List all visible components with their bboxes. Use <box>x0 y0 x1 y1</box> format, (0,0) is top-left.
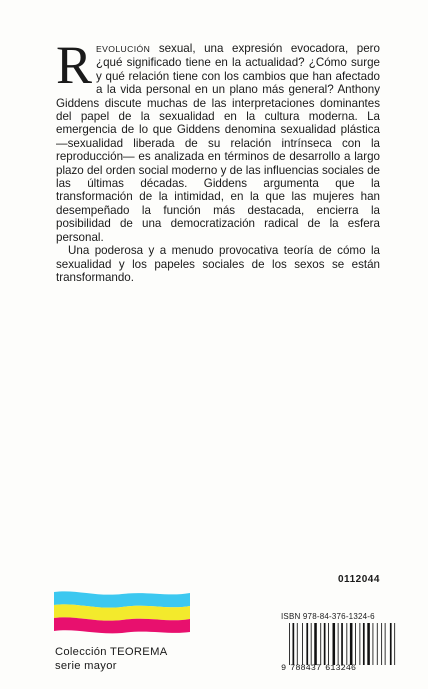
barcode-bar <box>346 623 347 665</box>
barcode-bar <box>367 623 370 665</box>
barcode-bar <box>328 623 329 665</box>
barcode-bar <box>324 623 326 665</box>
barcode-bar <box>306 623 308 665</box>
barcode-bar <box>381 623 382 665</box>
barcode-bar <box>297 623 298 665</box>
blurb-paragraph-1-text: sexual, una expresión evocadora, pero ¿qué significado tiene en la actualidad? ¿Cómo surge y qué relación tiene con los cambios que han afectado a la vida personal en un plano más general? Anthony Giddens discute muchas de las interpretaciones dominantes del papel de la sexualidad en la cultura moderna. La emergencia de lo que Giddens denomina sexualidad plástica —sexualidad liberada de su relación intrínseca con la reproducción— es analizada en términos de desarrollo a largo plazo del orden social moderno y de las influencias sociales de las últimas décadas. Giddens argumenta que la transformación de la intimidad, en la que las mujeres han desempeñado la función más destacada, encierra la posibilidad de una democratización radical de la esfera personal. <box>56 42 380 244</box>
barcode-bar <box>338 623 339 665</box>
catalog-code: 0112044 <box>338 574 380 585</box>
barcode-bar <box>289 623 290 665</box>
barcode-bar <box>311 623 312 665</box>
barcode-bar <box>333 623 336 665</box>
barcode-bars <box>289 623 401 665</box>
barcode-bar <box>293 623 295 665</box>
series-title <box>55 645 167 673</box>
barcode-bar <box>302 623 303 665</box>
series-line-2: serie mayor <box>55 660 117 672</box>
barcode-digit-lead: 9 <box>281 663 287 673</box>
barcode-bar <box>385 623 386 665</box>
barcode-bar <box>350 623 353 665</box>
blurb-paragraph-1 <box>56 35 380 244</box>
barcode-bar <box>394 623 395 665</box>
blurb-smallcaps: EVOLUCIÓN <box>96 44 151 54</box>
barcode-bar <box>373 623 374 665</box>
barcode-bar <box>377 623 378 665</box>
barcode-bar <box>363 623 365 665</box>
cover-blurb <box>56 35 380 284</box>
barcode-bar <box>390 623 392 665</box>
barcode-bar <box>320 623 321 665</box>
barcode-bar <box>359 623 360 665</box>
barcode-digit-group-1: 788437 <box>290 663 322 673</box>
barcode-digits <box>281 663 407 673</box>
series-flag-logo <box>54 590 190 634</box>
barcode-block <box>281 612 417 676</box>
isbn-label: ISBN 978-84-376-1324-6 <box>281 612 375 621</box>
drop-cap: R <box>56 35 93 95</box>
barcode-digit-group-2: 613246 <box>325 663 357 673</box>
series-line-1: Colección TEOREMA <box>55 646 168 658</box>
barcode-bar <box>355 623 356 665</box>
barcode-bar <box>341 623 343 665</box>
blurb-paragraph-2: Una poderosa y a menudo provocativa teoría de cómo la sexualidad y los papeles sociales de los sexos se están transformando. <box>56 244 380 284</box>
barcode-bar <box>314 623 317 665</box>
